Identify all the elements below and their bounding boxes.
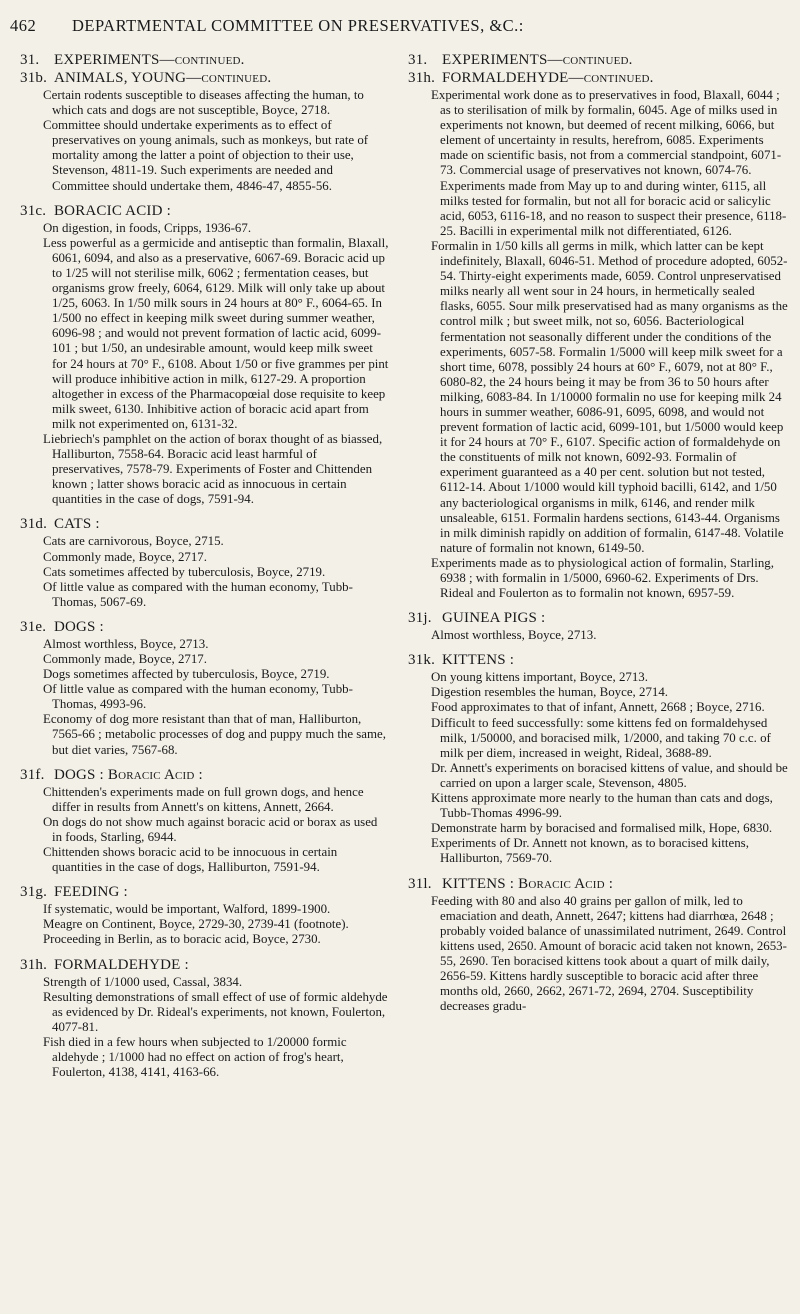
index-section [20,957,390,1081]
index-entry: On digestion, in foods, Cripps, 1936-67. [43,220,252,235]
left-column [20,52,390,1089]
section-title: BORACIC ACID : [53,202,171,219]
section-title: KITTENS : [441,652,515,669]
index-entry: Meagre on Continent, Boyce, 2729-30, 2739-41 (footnote). [43,917,349,932]
index-entry: Cats sometimes affected by tuberculosis, Boyce, 2719. [43,564,326,579]
index-entry: Difficult to feed successfully: some kittens fed on formaldehysed milk, 1/50000, and boracised milk, 1/2000, and taking 70 c.c. of milk per diem, increased in weight, Rideal, 3688-89. [431,715,771,760]
section-code: 31f. [20,766,45,783]
index-entry: Proceeding in Berlin, as to boracic acid, Boyce, 2730. [43,932,321,947]
index-entry: Economy of dog more resistant than that of man, Halliburton, 7565-66 ; metabolic processes of dog and puppy much the same, but diet varies, 7567-68. [43,712,387,757]
index-section [20,516,390,609]
section-title: FORMALDEHYDE : [53,956,189,973]
section-code: 31c. [20,202,47,219]
section-code: 31h. [408,70,436,86]
section-title: EXPERIMENTS—continued. [441,52,633,68]
index-entry: Commonly made, Boyce, 2717. [43,549,207,564]
index-section [408,610,790,643]
index-entry: If systematic, would be important, Walford, 1899-1900. [43,902,331,917]
index-entry: Experiments of Dr. Annett not known, as to boracised kittens, Halliburton, 7569-70. [431,836,749,866]
index-entry: Dogs sometimes affected by tuberculosis, Boyce, 2719. [43,667,330,682]
index-entry: Fish died in a few hours when subjected to 1/20000 formic aldehyde ; 1/1000 had no effect on action of frog's heart, Foulerton, 4138, 4141, 4163-66. [43,1034,347,1080]
section-heading [20,203,390,220]
section-title: GUINEA PIGS : [441,610,546,627]
section-code: 31l. [408,875,432,892]
right-column [408,52,790,1023]
index-entry: Kittens approximate more nearly to the human than cats and dogs, Tubb-Thomas 4996-99. [431,791,773,821]
index-entry: Strength of 1/1000 used, Cassal, 3834. [43,974,243,989]
page-number: 462 [10,16,37,35]
section-heading [20,70,390,87]
index-entry: Chittenden shows boracic acid to be innocuous in certain quantities in the case of dogs, Halliburton, 7591-94. [43,845,338,875]
section-heading [408,52,790,69]
index-entry: Dr. Annett's experiments on boracised kittens of value, and should be carried on upon a larger scale, Stevenson, 4805. [431,760,788,790]
index-section [20,52,390,69]
section-code: 31d. [20,516,48,533]
index-entry: Committee should undertake experiments as to effect of preservatives on young animals, such as monkeys, but rate of mortality among the latter a point of objection to their use, Stevenson, 4811-19. Such experiments are needed and Committee should undertake them, 4846-47, 4855-56. [43,118,369,193]
section-heading [20,52,390,69]
index-entry: Cats are carnivorous, Boyce, 2715. [43,534,224,549]
page-header [10,16,790,38]
index-entry: Food approximates to that of infant, Annett, 2668 ; Boyce, 2716. [431,700,765,715]
index-entry: Less powerful as a germicide and antiseptic than formalin, Blaxall, 6061, 6094, and also as a preservative, 6067-69. Boracic acid up to 1/25 will not sterilise milk, 6062 ; fermentation ceases, but organisms grow freely, 6064, 6129. Milk will only take up about 1/25, 6063. In 1/50 milk sours in 24 hours at 80° F., 6064-65. In 1/500 no effect in keeping milk sweet during summer weather, 6096-98 ; and would not prevent formation of lactic acid, 6099-101 ; but 1/50, an undesirable amount, would keep milk sweet for 24 hours at 70° F., 6108. About 1/50 or five grammes per pint will produce inhibitive action in milk, 6127-29. A proportion altogether in excess of the Pharmacopœial dose requisite to keep milk sweet, 6130. Inhibitive action of boracic acid apart from milk not experimented on, 6131-32. [43,235,389,431]
section-heading [408,610,790,627]
index-entry: Experiments made as to physiological action of formalin, Starling, 6938 ; with formalin in 1/5000, 6960-62. Experiments of Drs. Rideal and Foulerton as to formalin not known, 6957-59. [431,555,774,601]
index-entry: Almost worthless, Boyce, 2713. [431,628,597,643]
section-code: 31b. [20,70,48,86]
index-section [408,652,790,866]
section-code: 31e. [20,618,47,635]
section-title: DOGS : Boracic Acid : [53,766,203,783]
index-section [408,70,790,601]
section-heading [408,876,790,893]
section-code: 31k. [408,652,436,669]
index-entry: Of little value as compared with the human economy, Tubb-Thomas, 4993-96. [43,682,353,712]
index-section [20,619,390,758]
index-entry: Liebriech's pamphlet on the action of borax thought of as biassed, Halliburton, 7558-64. Boracic acid least harmful of preservatives, 7578-79. Experiments of Foster and Chittenden known ; latter shows boracic acid as innocuous in certain quantities in the case of dogs, 7591-94. [43,431,383,507]
index-entry: Demonstrate harm by boracised and formalised milk, Hope, 6830. [431,821,773,836]
index-entry: Formalin in 1/50 kills all germs in milk, which latter can be kept indefinitely, Blaxall, 6046-51. Method of procedure adopted, 6052-54. Thirty-eight experiments made, 6059. Control unpreservatised milks nearly all went sour in 24 hours, in hermetically sealed flasks, 6055. Sour milk preservatised had as many organisms as the control milk ; but sweet milk, not so, 6056. Bacteriological fermentation not seasonally different under the conditions of the experiments, 6057-58. Formalin 1/5000 will keep milk sweet for a short time, 6078, possibly 24 hours at 60° F., 6079, not at 80° F., 6080-82, the 24 hours being it may be from 36 to 50 hours after milking, 6083-84. In 1/10000 formalin no use for keeping milk 24 hours in summer weather, 6086-91, 6095, 6098, and would not prevent formation of lactic acid, 6099-101, but 1/5000 would keep it for 24 hours at 70° F., 6107. Specific action of formaldehyde on the constituents of milk not known, 6092-93. Formalin of experiment guaranteed as a 40 per cent. solution but not tested, 6112-14. About 1/1000 would kill typhoid bacilli, 6142, and 1/50 any bacteriological organisms in milk, 6146, and render milk unsaleable, 6151. Formalin hardens sections, 6143-44. Organisms in milk diminish rapidly on addition of formalin, 6147-48. Volatile nature of formalin not known, 6149-50. [431,238,788,555]
index-section [20,70,390,194]
index-entry: Feeding with 80 and also 40 grains per gallon of milk, led to emaciation and death, Annett, 2647; kittens had diarrhœa, 2648 ; probably voided balance of unassimilated nutriment, 2649. Control kittens used, 2650. Amount of boracic acid taken not known, 2653-55, 2690. Ten boracised kittens took about a quart of milk daily, 2656-59. Kittens hardly susceptible to boracic acid after three months old, 2660, 2662, 2671-72, 2694, 2704. Susceptibility decreases gradu- [431,893,787,1014]
index-entry: On young kittens important, Boyce, 2713. [431,670,648,685]
running-title: DEPARTMENTAL COMMITTEE ON PRESERVATIVES, &C.: [72,16,524,35]
index-entry: Resulting demonstrations of small effect of use of formic aldehyde as evidenced by Dr. Rideal's experiments, not known, Foulerton, 4077-81. [43,989,388,1034]
section-title: CATS : [53,516,100,533]
section-heading [20,767,390,784]
index-entry: Of little value as compared with the human economy, Tubb-Thomas, 5067-69. [43,579,353,609]
index-entry: Chittenden's experiments made on full grown dogs, and hence differ in results from Annett's on kittens, Annett, 2664. [43,784,364,814]
section-heading [20,619,390,636]
section-heading [20,884,390,901]
index-section [20,203,390,508]
index-section [408,876,790,1015]
index-entry: Experimental work done as to preservatives in food, Blaxall, 6044 ; as to sterilisation of milk by formalin, 6045. Age of milks used in experiments not known, but deemed of recent milking, 6066, but element of uncertainty in results, herefrom, 6085. Experiments made on scientific basis, not from a commercial standpoint, 6071-73. Commercial usage of preservatives not known, 6074-76. Experiments made from May up to and during winter, 6115, all milks tested for formalin, but not all for boracic acid or salicylic acid, 6053, 6116-18, and no reason to suspect their presence, 6118-25. Bacilli in experimental milk not differentiated, 6126. [431,88,787,238]
section-heading [20,516,390,533]
section-code: 31h. [20,956,48,973]
section-title: EXPERIMENTS—continued. [53,52,245,68]
section-title: ANIMALS, YOUNG—continued. [53,70,272,86]
section-title: DOGS : [53,618,104,635]
section-heading [20,957,390,974]
index-section [408,52,790,69]
section-code: 31g. [20,884,48,901]
index-entry: Almost worthless, Boyce, 2713. [43,636,209,651]
section-title: FORMALDEHYDE—continued. [441,70,654,86]
index-section [20,767,390,876]
section-code: 31. [408,52,428,68]
index-entry: On dogs do not show much against boracic acid or borax as used in foods, Starling, 6944. [43,814,378,844]
section-title: FEEDING : [53,884,128,901]
section-heading [408,70,790,87]
section-code: 31. [20,52,40,68]
section-code: 31j. [408,610,432,627]
index-section [20,884,390,947]
section-title: KITTENS : Boracic Acid : [441,875,614,892]
index-entry: Digestion resembles the human, Boyce, 2714. [431,685,668,700]
index-entry: Commonly made, Boyce, 2717. [43,652,207,666]
index-entry: Certain rodents susceptible to diseases affecting the human, to which cats and dogs are not susceptible, Boyce, 2718. [43,88,364,118]
section-heading [408,652,790,669]
